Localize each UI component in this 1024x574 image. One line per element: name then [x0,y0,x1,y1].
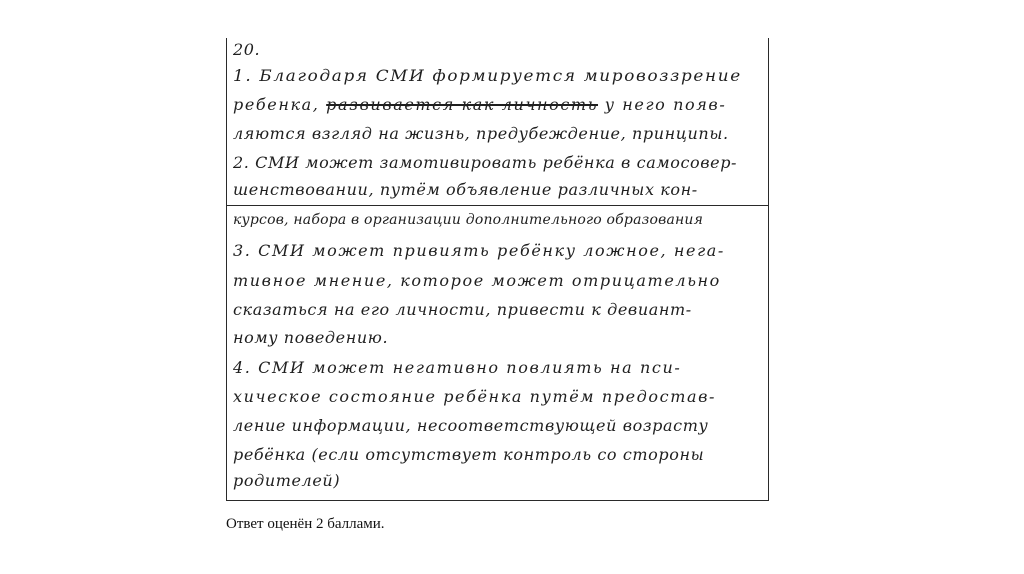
handwritten-line: 2. СМИ может замотивировать ребёнка в самосовер- [233,153,738,172]
handwritten-line: сказаться на его личности, привести к девиант- [233,300,692,319]
crossed-out-text: развивается как личность [326,95,599,114]
handwritten-line: ляются взгляд на жизнь, предубеждение, принципы. [233,124,729,143]
task-number: 20. [233,40,261,59]
handwritten-text: ребенка, [233,95,320,114]
handwritten-line: 3. СМИ может привиять ребёнку ложное, нега- [233,241,725,260]
handwritten-line: 4. СМИ может негативно повлиять на пси- [233,358,682,377]
grade-caption: Ответ оценён 2 баллами. [226,516,385,532]
handwritten-line: курсов, набора в организации дополнительного образования [233,212,704,228]
handwritten-line: шенствовании, путём объявление различных кон- [233,180,698,199]
handwritten-text: у него появ- [604,95,727,114]
handwritten-answer-sheet [226,38,769,501]
sheet-divider [227,205,768,206]
handwritten-line: хическое состояние ребёнка путём предостав- [233,387,717,406]
handwritten-line: ному поведению. [233,328,389,347]
handwritten-line: ребёнка (если отсутствует контроль со стороны [233,445,705,464]
handwritten-line: тивное мнение, которое может отрицательно [233,271,721,290]
handwritten-line [233,95,726,114]
handwritten-line: ление информации, несоответствующей возрасту [233,416,709,435]
handwritten-line: 1. Благодаря СМИ формируется мировоззрение [233,66,742,85]
handwritten-line: родителей) [233,471,341,490]
